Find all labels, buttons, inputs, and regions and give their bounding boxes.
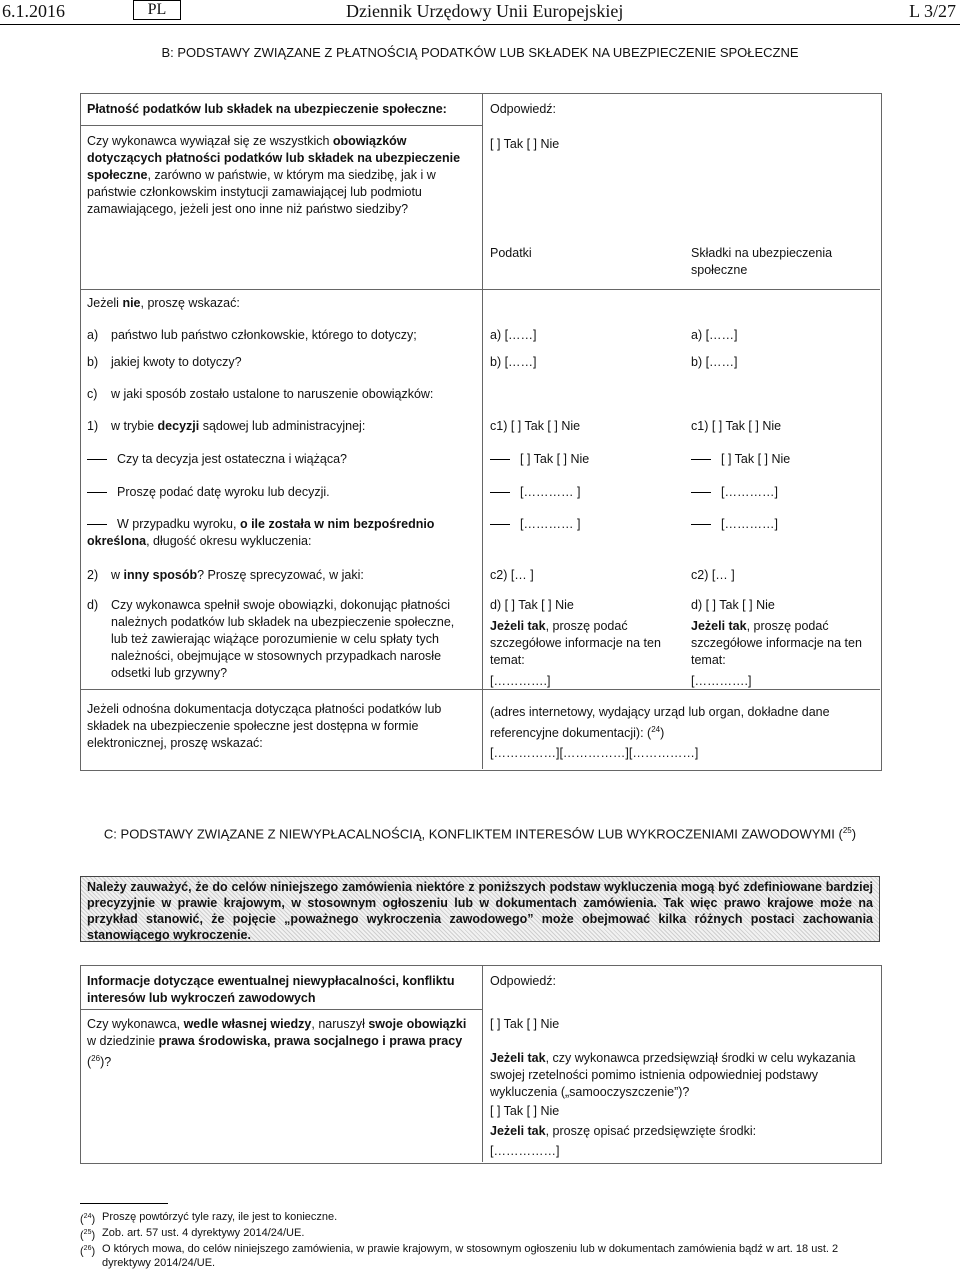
- header-language-box: PL: [133, 0, 181, 20]
- tax-d-details: Jeżeli tak, proszę podać szczegółowe informacje na ten temat:: [490, 619, 661, 667]
- dash-icon: [87, 524, 107, 525]
- header-page-number: L 3/27: [909, 1, 956, 21]
- section-c-question: Czy wykonawca, wedle własnej wiedzy, naruszył swoje obowiązki w dziedzinie prawa środowiska, prawa socjalnego i prawa pracy ($^{26}$)?: [87, 1017, 467, 1070]
- section-c-head-left: Informacje dotyczące ewentualnej niewypłacalności, konfliktu interesów lub wykroczeń zawodowych: [87, 974, 455, 1005]
- tax-c1-period: [………… ]: [490, 516, 580, 533]
- dash-icon: [490, 524, 510, 525]
- section-c-answer-3: [ ] Tak [ ] Nie: [490, 1104, 560, 1118]
- section-b-answer: [ ] Tak [ ] Nie: [490, 137, 560, 151]
- dash-icon: [87, 492, 107, 493]
- dash-icon: [490, 492, 510, 493]
- section-b-column-divider: [482, 93, 483, 769]
- item-b-text: jakiej kwoty to dotyczy?: [111, 355, 242, 369]
- tax-a: a) [……]: [490, 328, 537, 342]
- section-c-head-divider: [80, 1009, 482, 1010]
- social-d-value: [………….]: [691, 674, 752, 688]
- footnote-26: ($^{26}$) O których mowa, do celów niniejszego zamówienia, w prawie krajowym, w stosownym ogłoszeniu lub w dokumentach zamówienia bądź w art. 18 ust. 2 dyrektywy 2014/24/UE.: [80, 1243, 839, 1269]
- section-c-answer-1: [ ] Tak [ ] Nie: [490, 1017, 560, 1031]
- c1-question-period: W przypadku wyroku, o ile została w nim bezpośrednio określona, długość okresu wykluczenia:: [87, 517, 435, 548]
- documentation-fields: [……………][……………][……………]: [490, 746, 699, 760]
- social-c1-date: […………]: [691, 484, 778, 501]
- footnote-25: ($^{25}$) Zob. art. 57 ust. 4 dyrektywy 2014/24/UE.: [80, 1227, 305, 1242]
- if-no-label: Jeżeli nie, proszę wskazać:: [87, 296, 240, 310]
- c1-question-final: Czy ta decyzja jest ostateczna i wiążąca?: [87, 451, 347, 468]
- social-b: b) [……]: [691, 355, 738, 369]
- social-c1: c1) [ ] Tak [ ] Nie: [691, 419, 782, 433]
- dash-icon: [87, 459, 107, 460]
- section-b-question: Czy wykonawca wywiązał się ze wszystkich obowiązków dotyczących płatności podatków lub składek na ubezpieczenie społeczne, zarówno w państwie, w którym ma siedzibę, jak i w państwie członkowskim instytucji zamawiającej lub podmiotu zamawiającego, jeżeli jest ono inne niż państwo siedziby?: [87, 134, 461, 216]
- dash-icon: [691, 459, 711, 460]
- header-date: 6.1.2016: [2, 1, 65, 21]
- section-b-head-right: Odpowiedź:: [490, 102, 557, 116]
- section-c-note: Należy zauważyć, że do celów niniejszego zamówienia niektóre z poniższych podstaw wykluczenia mogą być zdefiniowane bardziej precyzyjnie w prawie krajowym, w stosownym ogłoszeniu lub w dokumentach zamówienia. Tak więc prawo krajowe może na przykład stanowić, że pojęcie „poważnego wykroczenia zawodowego” może obejmować kilka różnych postaci zachowania stanowiącego wykroczenie.: [80, 876, 880, 942]
- header-title: Dziennik Urzędowy Unii Europejskiej: [346, 1, 624, 21]
- section-c-head-right: Odpowiedź:: [490, 974, 557, 988]
- dash-icon: [490, 459, 510, 460]
- dash-icon: [691, 492, 711, 493]
- tax-c1: c1) [ ] Tak [ ] Nie: [490, 419, 581, 433]
- dash-icon: [691, 524, 711, 525]
- tax-b: b) [……]: [490, 355, 537, 369]
- social-d-details: Jeżeli tak, proszę podać szczegółowe informacje na ten temat:: [691, 619, 862, 667]
- c1-question-date: Proszę podać datę wyroku lub decyzji.: [87, 484, 330, 501]
- section-c-answer-5: [……………]: [490, 1144, 560, 1158]
- item-d-text: Czy wykonawca spełnił swoje obowiązki, dokonując płatności należnych podatków lub składek na ubezpieczenie społeczne, lub też zawierając wiążące porozumienie w celu spłaty tych należności, obejmujące w stosownych przypadkach narosłe odsetki lub grzywny?: [111, 598, 455, 680]
- item-a-label: a): [87, 328, 99, 342]
- documentation-answer: (adres internetowy, wydający urząd lub organ, dokładne dane referencyjne dokumentacji): ($^{24}$): [490, 705, 830, 741]
- tax-c2: c2) [… ]: [490, 568, 534, 582]
- section-c-title: C: PODSTAWY ZWIĄZANE Z NIEWYPŁACALNOŚCIĄ, KONFLIKTEM INTERESÓW LUB WYKROCZENIAMI ZAWODOWYMI ($^{25}$): [103, 826, 857, 842]
- section-c-column-divider: [482, 965, 483, 1162]
- section-b-head-left: Płatność podatków lub składek na ubezpieczenie społeczne:: [87, 102, 447, 116]
- item-c1-text: w trybie decyzji sądowej lub administracyjnej:: [111, 419, 366, 433]
- social-c2: c2) [… ]: [691, 568, 735, 582]
- item-c2-label: 2): [87, 568, 99, 582]
- section-b-row-divider: [80, 289, 880, 290]
- section-b-head-divider: [80, 125, 482, 126]
- item-a-text: państwo lub państwo członkowskie, którego to dotyczy;: [111, 328, 417, 342]
- section-b-doc-divider: [80, 689, 880, 690]
- footnote-24: ($^{24}$) Proszę powtórzyć tyle razy, ile jest to konieczne.: [80, 1211, 338, 1226]
- item-c-text: w jaki sposób zostało ustalone to naruszenie obowiązków:: [111, 387, 434, 401]
- journal-header: [0, 0, 960, 24]
- column-taxes-label: Podatki: [490, 246, 532, 260]
- section-b-title: B: PODSTAWY ZWIĄZANE Z PŁATNOŚCIĄ PODATKÓW LUB SKŁADEK NA UBEZPIECZENIE SPOŁECZNE: [161, 45, 799, 60]
- item-c2-text: w inny sposób? Proszę sprecyzować, w jaki:: [111, 568, 364, 582]
- social-a: a) [……]: [691, 328, 738, 342]
- documentation-question: Jeżeli odnośna dokumentacja dotycząca płatności podatków lub składek na ubezpieczenie społeczne jest dostępna w formie elektronicznej, proszę wskazać:: [87, 702, 442, 750]
- social-c1-final: [ ] Tak [ ] Nie: [691, 451, 790, 468]
- tax-c1-date: [………… ]: [490, 484, 580, 501]
- social-c1-period: […………]: [691, 516, 778, 533]
- item-d-label: d): [87, 598, 99, 612]
- footnote-rule: [80, 1203, 168, 1204]
- item-b-label: b): [87, 355, 99, 369]
- item-c1-label: 1): [87, 419, 99, 433]
- section-c-answer-2: Jeżeli tak, czy wykonawca przedsięwziął środki w celu wykazania swojej rzetelności pomimo istnienia odpowiedniej podstawy wykluczenia („samooczyszczenie”)?: [490, 1051, 856, 1099]
- section-c-answer-4: Jeżeli tak, proszę opisać przedsięwzięte środki:: [490, 1124, 757, 1138]
- tax-c1-final: [ ] Tak [ ] Nie: [490, 451, 589, 468]
- column-social-label: Składki na ubezpieczenia społeczne: [691, 246, 833, 277]
- social-d: d) [ ] Tak [ ] Nie: [691, 598, 775, 612]
- tax-d-value: [………….]: [490, 674, 551, 688]
- header-rule: [0, 24, 960, 25]
- item-c-label: c): [87, 387, 98, 401]
- tax-d: d) [ ] Tak [ ] Nie: [490, 598, 574, 612]
